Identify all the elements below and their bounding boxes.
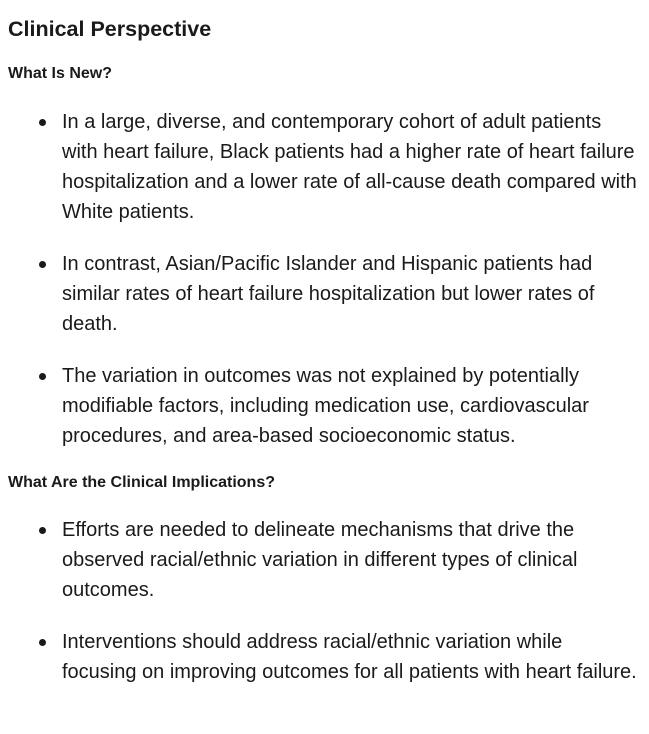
section-heading-what-is-new: What Is New? [8, 65, 113, 82]
list-item-text: The variation in outcomes was not explained by potentially modifiable factors, including medication use, cardiovascular procedures, and area-based socioeconomic status. [62, 365, 589, 447]
list-item [0, 107, 649, 227]
list-item-text: Efforts are needed to delineate mechanisms that drive the observed racial/ethnic variation in different types of clinical outcomes. [62, 519, 578, 601]
clinical-implications-list [0, 515, 649, 687]
list-item [0, 515, 649, 605]
bullet-icon [39, 527, 46, 534]
bullet-icon [39, 373, 46, 380]
bullet-icon [39, 639, 46, 646]
list-item-text: Interventions should address racial/ethnic variation while focusing on improving outcomes for all patients with heart failure. [62, 631, 637, 683]
bullet-icon [39, 119, 46, 126]
bullet-icon [39, 261, 46, 268]
list-item [0, 361, 649, 451]
list-item [0, 249, 649, 339]
page-title: Clinical Perspective [8, 17, 212, 41]
list-item-text: In a large, diverse, and contemporary cohort of adult patients with heart failure, Black patients had a higher rate of heart failure hospitalization and a lower rate of all-cause death compared with White patients. [62, 111, 637, 223]
list-item-text: In contrast, Asian/Pacific Islander and Hispanic patients had similar rates of heart failure hospitalization but lower rates of death. [62, 253, 595, 335]
section-heading-clinical-implications: What Are the Clinical Implications? [8, 474, 275, 491]
what-is-new-list [0, 107, 649, 451]
list-item [0, 627, 649, 687]
